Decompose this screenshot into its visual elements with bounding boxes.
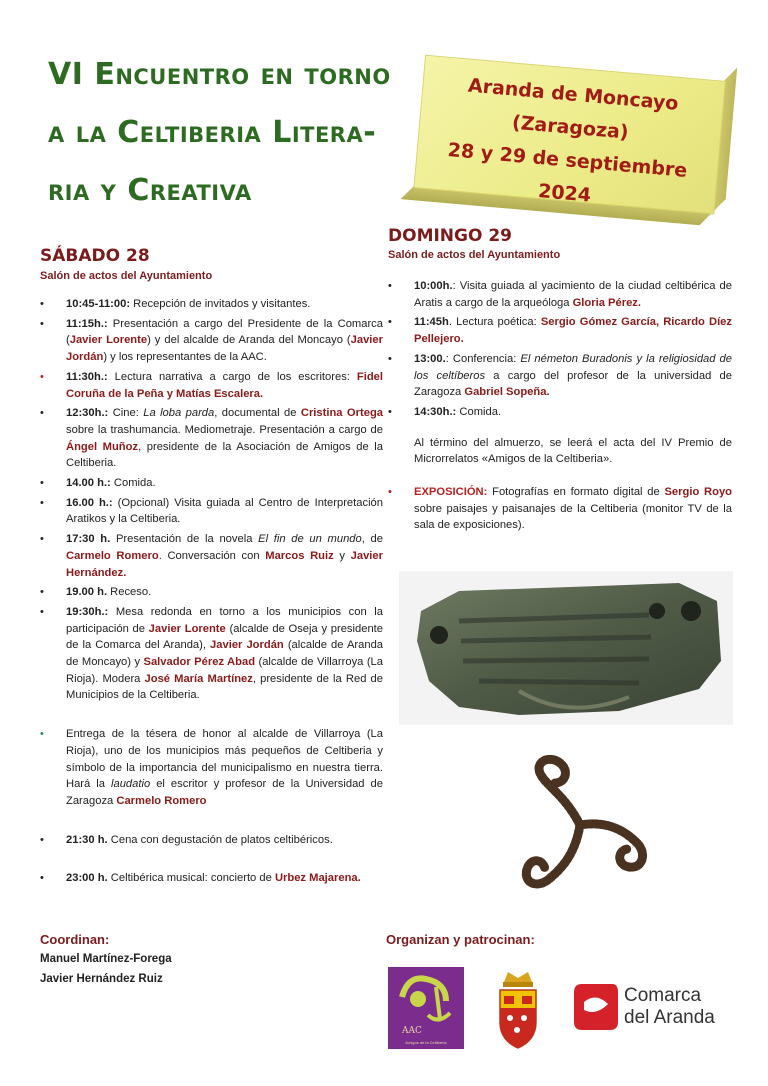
coordinator-name: Manuel Martínez-Forega — [40, 953, 172, 965]
triskelion-icon — [505, 755, 655, 895]
bullet-icon: • — [40, 728, 44, 741]
location-date-box — [412, 55, 736, 232]
program-item: • 19.00 h. Receso. — [40, 584, 383, 601]
bullet-icon: • — [40, 605, 44, 618]
organizers-label: Organizan y patrocinan: — [386, 932, 535, 947]
bullet-icon: • — [40, 407, 44, 420]
box-text — [414, 66, 724, 224]
program-item: • 12:30h.: Cine: La loba parda, documental de Cristina Ortega sobre la trashumancia. Mediometraje. Presentación a cargo de Ángel Muñoz, presidente de la Asociación de Amigos de la Celtiberia. — [40, 407, 383, 470]
municipal-shield-logo — [496, 970, 540, 1050]
program-item: • 21:30 h. Cena con degustación de platos celtibéricos. — [40, 832, 383, 849]
program-item: • 17:30 h. Presentación de la novela El fin de un mundo, de Carmelo Romero. Conversación con Marcos Ruiz y Javier Hernández. — [40, 533, 383, 579]
aac-logo — [388, 967, 464, 1049]
comarca-line-1: Comarca — [624, 985, 702, 1006]
title-line-2: a la Celtiberia Litera- — [48, 115, 377, 150]
comarca-del-aranda-logo — [568, 980, 728, 1040]
bronze-hand-image — [399, 571, 733, 725]
saturday-program — [40, 296, 383, 890]
program-item: • 23:00 h. Celtibérica musical: concierto de Urbez Majarena. — [40, 870, 383, 887]
aac-caption: Amigos de la Celtiberia — [405, 1040, 447, 1045]
location-line: Aranda de Moncayo (Zaragoza) — [467, 74, 680, 144]
bronze-hand-icon — [399, 571, 733, 725]
program-item: • 11:30h.: Lectura narrativa a cargo de los escritores: Fidel Coruña de la Peña y Matías Escalera. — [40, 370, 383, 400]
bullet-icon: • — [40, 586, 44, 599]
saturday-venue: Salón de actos del Ayuntamiento — [40, 270, 213, 282]
bullet-icon: • — [388, 280, 392, 292]
program-item: • 13:00.: Conferencia: El németon Buradonis y la religiosidad de los celtíberos a cargo del profesor de la universidad de Zaragoza Gabriel Sopeña. — [388, 352, 733, 399]
program-item: • 16.00 h.: (Opcional) Visita guiada al Centro de Interpretación Aratikos y la Celtiberia. — [40, 496, 383, 526]
program-item: • 14:30h.: Comida. — [388, 404, 732, 421]
bullet-icon: • — [40, 872, 44, 885]
sunday-venue: Salón de actos del Ayuntamiento — [388, 249, 561, 261]
bullet-icon: • — [388, 352, 392, 365]
bullet-icon: • — [388, 405, 392, 418]
exposition: • EXPOSICIÓN: Fotografías en formato digital de Sergio Royo sobre paisajes y paisanajes de la Celtiberia (monitor TV de la sala de exposiciones). — [388, 486, 732, 532]
program-item: • 10:45-11:00: Recepción de invitados y visitantes. — [40, 296, 383, 313]
saturday-title: SÁBADO 28 — [40, 246, 150, 266]
sunday-program — [388, 278, 732, 534]
bullet-icon: • — [40, 496, 44, 509]
svg-text:AAC: AAC — [402, 1026, 422, 1036]
bullet-icon: • — [40, 298, 44, 310]
aac-logo-icon — [388, 967, 464, 1039]
year-line: 2024 — [537, 180, 592, 207]
sunday-title: DOMINGO 29 — [388, 226, 513, 246]
title-line-1: VI Encuentro en torno — [48, 57, 391, 92]
program-item: • 11:45h. Lectura poética: Sergio Gómez García, Ricardo Díez Pellejero. — [388, 316, 732, 346]
bullet-icon: • — [40, 317, 44, 330]
program-item: • 14.00 h.: Comida. — [40, 475, 383, 492]
program-item: • Entrega de la tésera de honor al alcalde de Villarroya (La Rioja), uno de los municipios más pequeños de Celtiberia y símbolo de la importancia del municipalismo en nuestra tierra. Hará la laudatio el escritor y profesor de la Universidad de Zaragoza Carmelo Romero — [40, 728, 383, 807]
bullet-icon: • — [40, 477, 44, 490]
event-title — [48, 46, 408, 220]
box-front-face — [413, 55, 726, 215]
coordinator-name: Javier Hernández Ruiz — [40, 973, 163, 985]
bullet-icon: • — [388, 316, 392, 329]
program-item: • 11:15h.: Presentación a cargo del Presidente de la Comarca (Javier Lorente) y del alcalde de Aranda del Moncayo (Javier Jordán) y los representantes de la AAC. — [40, 317, 383, 364]
program-item: • 19:30h.: Mesa redonda en torno a los municipios con la participación de Javier Lorente (alcalde de Oseja y presidente de la Comarca del Aranda), Javier Jordán (alcalde de Aranda de Moncayo) y Salvador Pérez Abad (alcalde de Villarroya (La Rioja). Modera José María Martínez, presidente de la Red de Municipios de la Celtiberia. — [40, 605, 384, 702]
bullet-icon: • — [388, 486, 392, 499]
coat-of-arms-icon — [496, 970, 540, 1050]
date-line: 28 y 29 de septiembre — [446, 139, 689, 182]
comarca-line-2: del Aranda — [624, 1007, 715, 1028]
program-item: • 10:00h.: Visita guiada al yacimiento de la ciudad celtibérica de Aratis a cargo de la arqueóloga Gloria Pérez. — [388, 280, 732, 309]
coordinators-label: Coordinan: — [40, 932, 110, 947]
comarca-logo-icon — [568, 982, 620, 1034]
bullet-icon: • — [40, 833, 44, 846]
bullet-icon: • — [40, 370, 44, 383]
title-line-3: ria y Creativa — [48, 173, 252, 208]
closing-note: Al término del almuerzo, se leerá el acta del IV Premio de Microrrelatos «Amigos de la Celtiberia». — [414, 436, 732, 466]
bullet-icon: • — [40, 533, 44, 546]
